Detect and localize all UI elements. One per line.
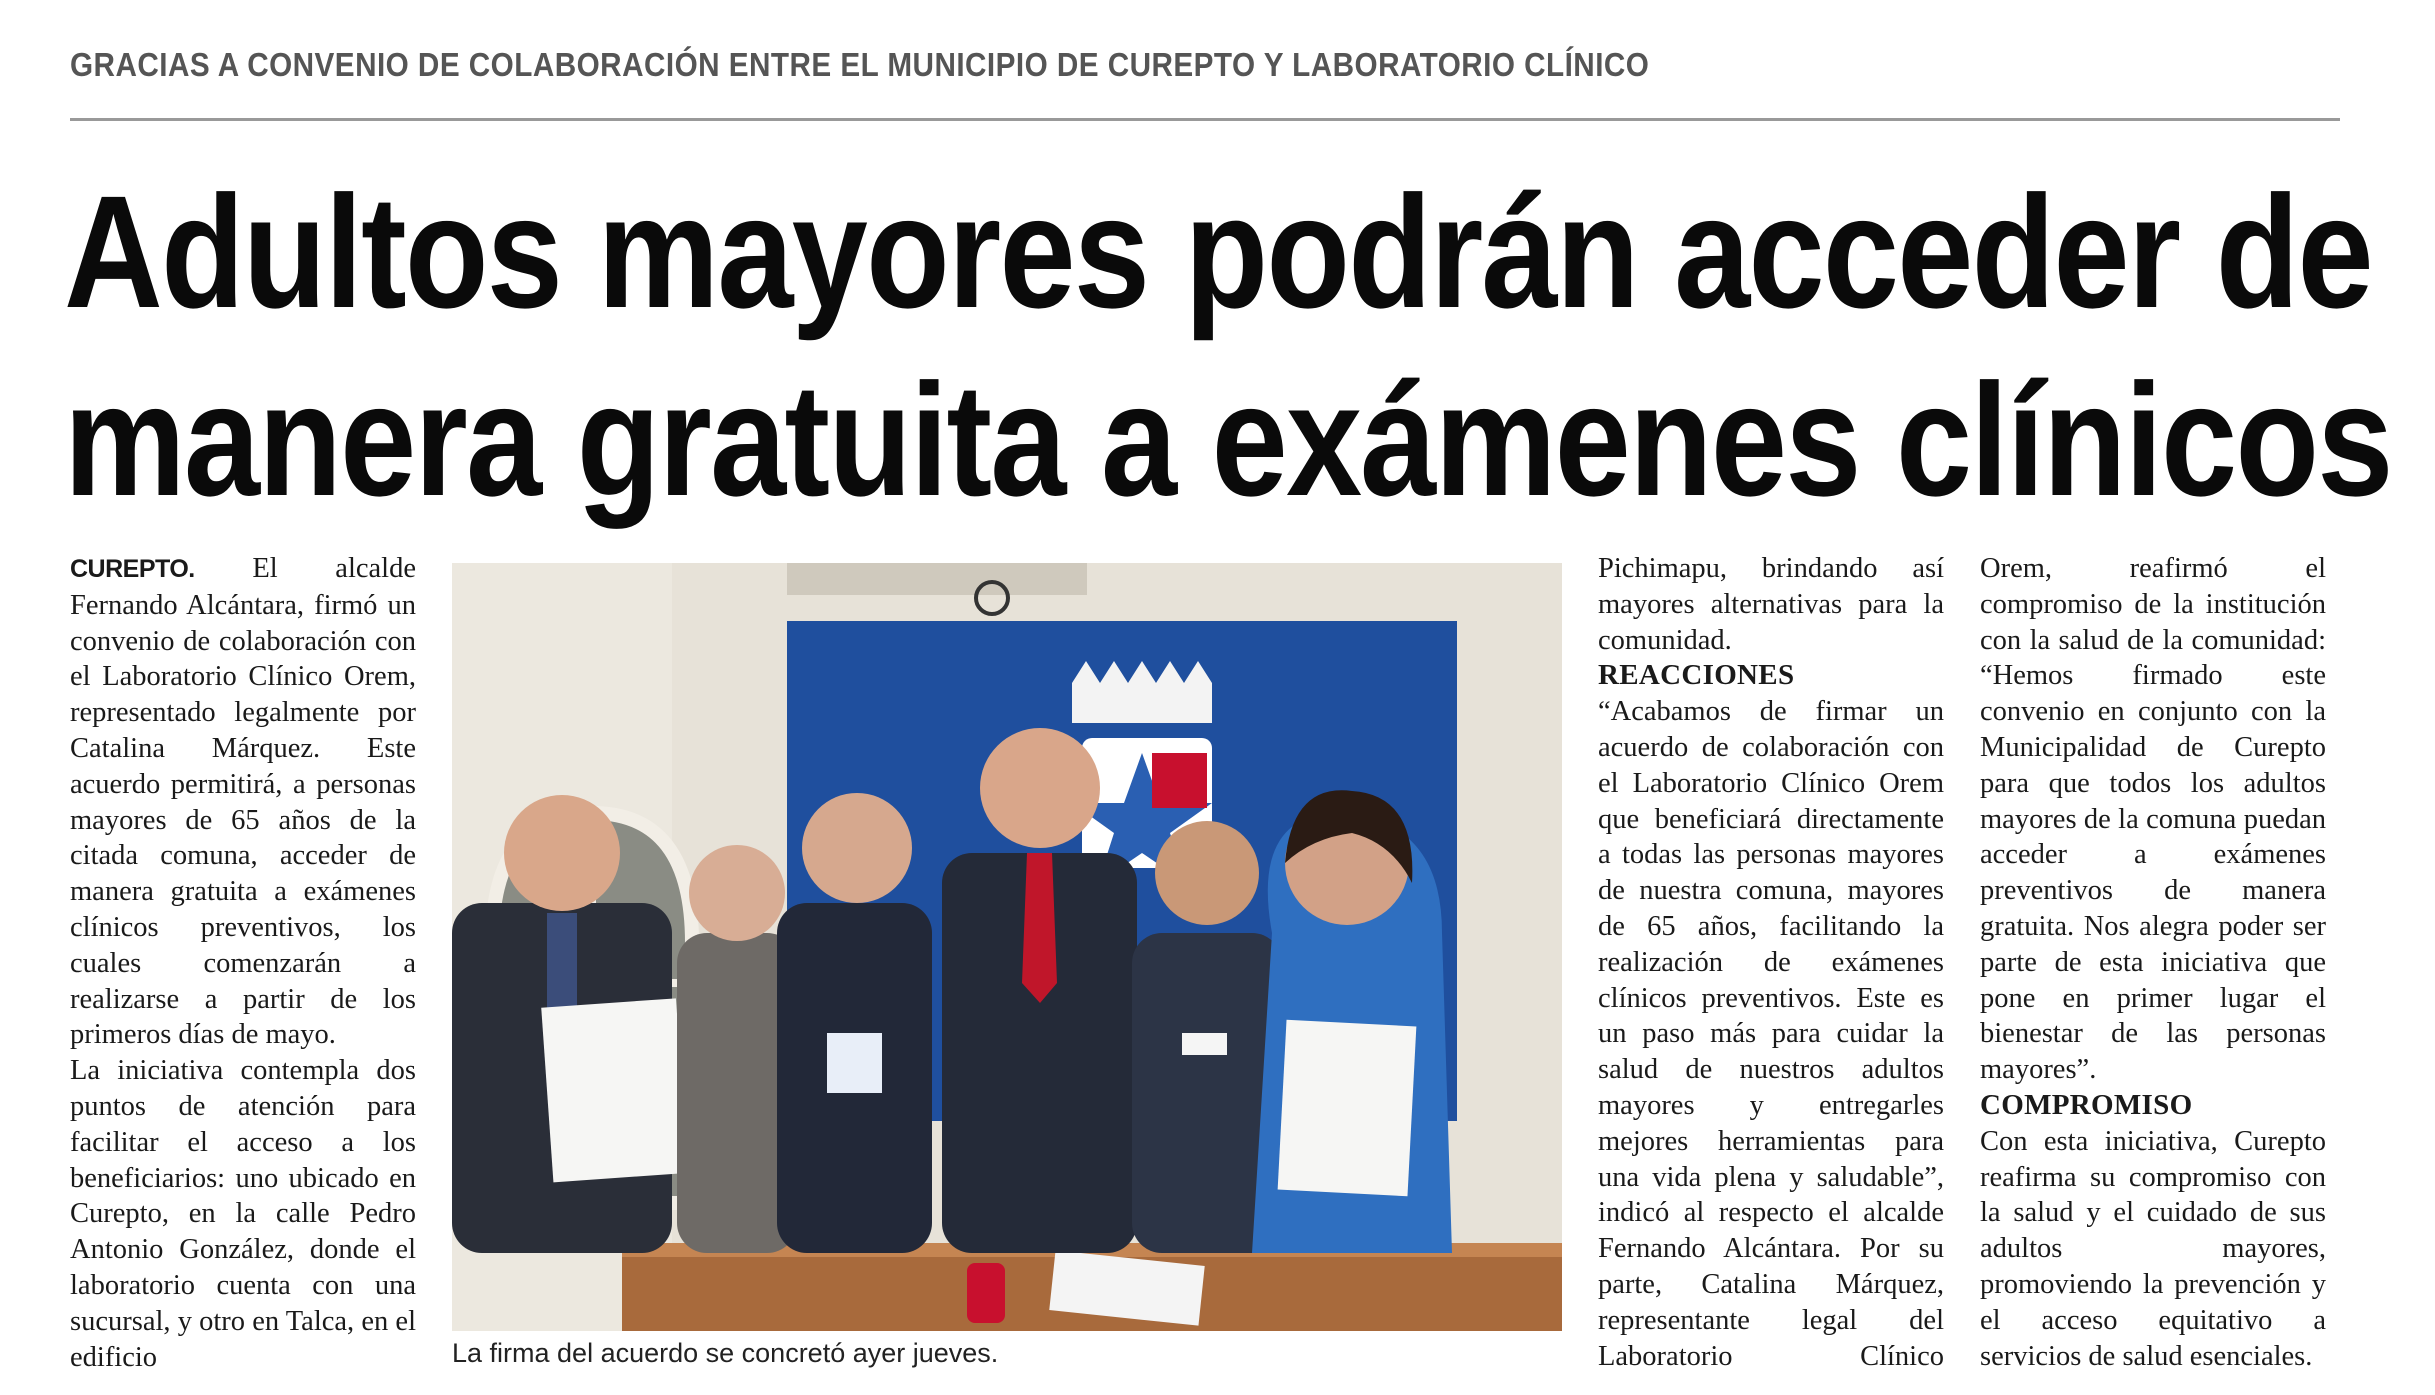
article-column-4: [1980, 551, 2326, 1374]
headline: [64, 158, 2392, 534]
kicker-rule: [70, 118, 2340, 121]
kicker: GRACIAS A CONVENIO DE COLABORACIÓN ENTRE EL MUNICIPIO DE CUREPTO Y LABORATORIO CLÍNICO: [70, 46, 1650, 83]
paragraph-2: La iniciativa contempla dos puntos de atención para facilitar el acceso a los beneficiarios: uno ubicado en Curepto, en la calle Pedro Antonio González, donde el laboratorio cuenta con una sucursal, y otro en Talca, en el edificio: [70, 1055, 416, 1373]
headline-line-2: manera gratuita a exámenes clínicos: [64, 350, 2392, 529]
paragraph-3: Pichimapu, brindando así mayores alternativas para la comunidad.: [1598, 553, 1944, 656]
paragraph-1: [70, 551, 416, 1053]
photo-caption: La firma del acuerdo se concretó ayer jueves.: [452, 1338, 999, 1368]
article-column-1: [70, 551, 416, 1375]
paragraph-5: Orem, reafirmó el compromiso de la institución con la salud de la comunidad: “Hemos firmado este convenio en conjunto con la Municipalidad de Curepto para que todos los adultos mayores de la comuna puedan acceder a exámenes preventivos de manera gratuita. Nos alegra poder ser parte de esta iniciativa que pone en primer lugar el bienestar de las personas mayores”.: [1980, 553, 2326, 1086]
article-column-3: [1598, 551, 1944, 1374]
paragraph-1-text: El alcalde Fernando Alcántara, firmó un convenio de colaboración con el Laboratorio Clínico Orem, representado legalmente por Catalina Márquez. Este acuerdo permitirá, a personas mayores de 65 años de la citada comuna, acceder de manera gratuita a exámenes clínicos preventivos, los cuales comenzarán a realizarse a partir de los primeros días de mayo.: [70, 553, 416, 1051]
paragraph-6: Con esta iniciativa, Curepto reafirma su compromiso con la salud y el cuidado de sus adultos mayores, promoviendo la prevención y el acceso equitativo a servicios de salud esenciales.: [1980, 1125, 2326, 1372]
paragraph-4: “Acabamos de firmar un acuerdo de colaboración con el Laboratorio Clínico Orem que beneficiará directamente a todas las personas mayores de nuestra comuna, mayores de 65 años, facilitando la realización de exámenes clínicos preventivos. Este es un paso más para cuidar la salud de nuestros adultos mayores y entregarles mejores herramientas para una vida plena y saludable”, indicó al respecto el alcalde Fernando Alcántara. Por su parte, Catalina Márquez, representante legal del Laboratorio Clínico: [1598, 696, 1944, 1372]
headline-line-1: Adultos mayores podrán acceder de: [64, 162, 2372, 341]
person-6: [1252, 790, 1452, 1253]
news-photo: [452, 563, 1562, 1331]
subhead-reacciones: REACCIONES: [1598, 659, 1795, 692]
dateline: CUREPTO.: [70, 555, 195, 583]
photo-illustration: [452, 563, 1562, 1331]
subhead-compromiso: COMPROMISO: [1980, 1088, 2193, 1121]
